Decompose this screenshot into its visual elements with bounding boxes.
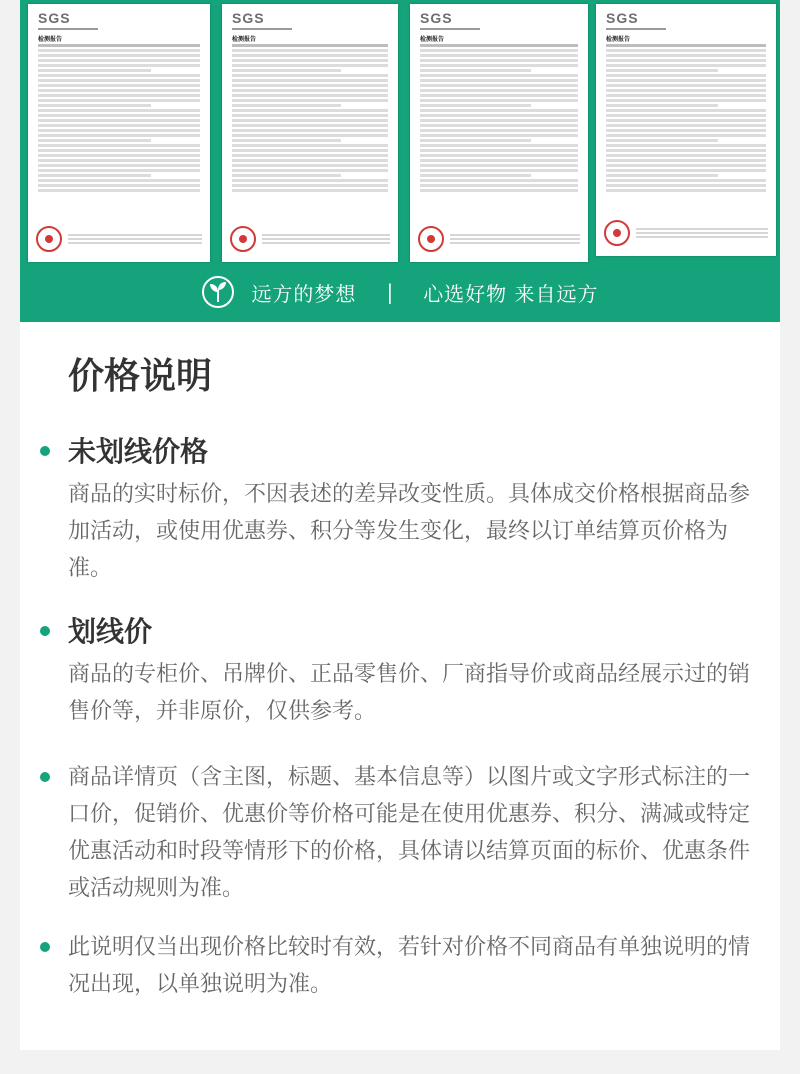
report-title: 检测报告 xyxy=(38,36,63,43)
sgs-logo: SGS xyxy=(606,10,639,26)
section-comparison-note xyxy=(40,929,760,1003)
section-text: 商品的专柜价、吊牌价、正品零售价、厂商指导价或商品经展示过的销售价等，并非原价，仅供参考。 xyxy=(68,662,751,724)
report-footer xyxy=(68,234,202,246)
sgs-logo: SGS xyxy=(38,10,71,26)
report-title: 检测报告 xyxy=(606,36,631,43)
test-report-image-1 xyxy=(28,4,210,262)
bullet-dot-icon xyxy=(40,942,50,952)
stamp-seal-icon xyxy=(230,226,256,252)
test-report-image-4 xyxy=(596,4,776,256)
stamp-seal-icon xyxy=(604,220,630,246)
slogan-bar xyxy=(20,262,780,322)
report-strip xyxy=(28,4,778,262)
report-footer xyxy=(636,228,768,240)
logo-underline xyxy=(232,28,292,30)
stamp-seal-icon xyxy=(418,226,444,252)
section-unmarked-price xyxy=(40,430,760,587)
section-text: 此说明仅当出现价格比较时有效，若针对价格不同商品有单独说明的情况出现，以单独说明为准。 xyxy=(68,935,751,997)
section-heading: 划线价 xyxy=(68,615,153,648)
section-text: 商品的实时标价，不因表述的差异改变性质。具体成交价格根据商品参加活动，或使用优惠券、积分等发生变化，最终以订单结算页价格为准。 xyxy=(68,482,751,581)
logo-underline xyxy=(606,28,666,30)
logo-underline xyxy=(38,28,98,30)
report-footer xyxy=(262,234,390,246)
report-table xyxy=(38,44,200,220)
report-table xyxy=(420,44,578,220)
section-text: 商品详情页（含主图，标题、基本信息等）以图片或文字形式标注的一口价，促销价、优惠价等价格可能是在使用优惠券、积分、满减或特定优惠活动和时段等情形下的价格，具体请以结算页面的标价、优惠条件或活动规则为准。 xyxy=(68,765,751,901)
bullet-dot-icon xyxy=(40,446,50,456)
banner-panel xyxy=(20,0,780,322)
seedling-circle-icon xyxy=(201,275,235,309)
logo-underline xyxy=(420,28,480,30)
test-report-image-3 xyxy=(410,4,588,262)
bullet-dot-icon xyxy=(40,626,50,636)
section-heading: 未划线价格 xyxy=(68,435,209,468)
report-table xyxy=(606,44,766,214)
bullet-dot-icon xyxy=(40,772,50,782)
price-info-card xyxy=(20,322,780,1050)
slogan-left-text: 远方的梦想 xyxy=(251,281,357,306)
report-table xyxy=(232,44,388,220)
slogan-separator: | xyxy=(386,280,394,304)
report-title: 检测报告 xyxy=(420,36,445,43)
report-title: 检测报告 xyxy=(232,36,257,43)
stamp-seal-icon xyxy=(36,226,62,252)
sgs-logo: SGS xyxy=(232,10,265,26)
slogan-right-text: 心选好物 来自远方 xyxy=(423,281,599,306)
page-title: 价格说明 xyxy=(68,356,213,397)
report-footer xyxy=(450,234,580,246)
sgs-logo: SGS xyxy=(420,10,453,26)
test-report-image-2 xyxy=(222,4,398,262)
section-detail-price-note xyxy=(40,759,760,907)
section-strikethrough-price xyxy=(40,610,760,730)
